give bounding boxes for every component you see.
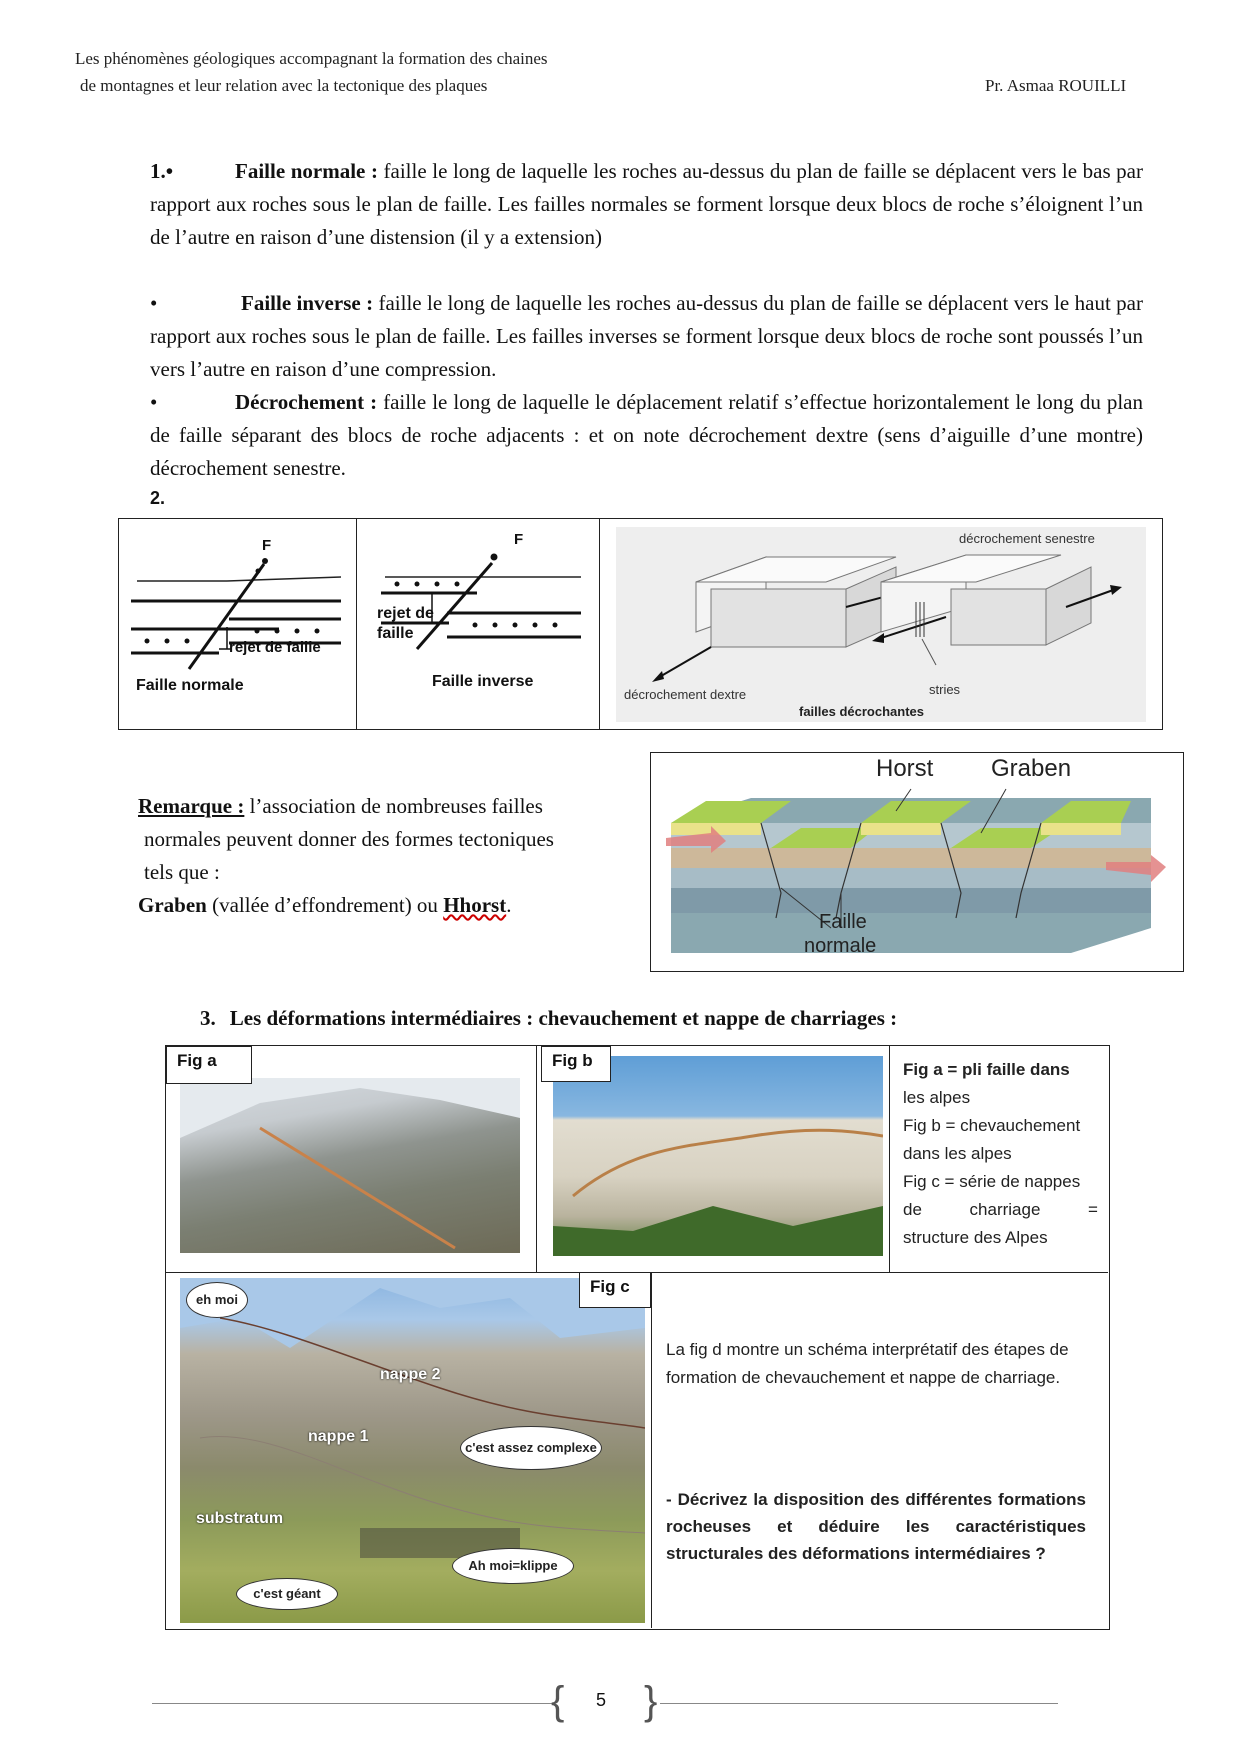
term-faille-inverse: Faille inverse : [241, 291, 374, 315]
throw-label-line1: rejet de [377, 605, 434, 622]
term-graben: Graben [138, 893, 207, 917]
fig-a-tag: Fig a [166, 1046, 252, 1084]
bubble-klippe: Ah moi=klippe [452, 1548, 574, 1584]
normal-fault-diagram [119, 519, 357, 727]
horst-graben-diagram [651, 753, 1181, 969]
paragraph-faille-inverse [150, 287, 1143, 386]
cell-divider [651, 1272, 652, 1628]
fig-b-tag: Fig b [541, 1046, 611, 1082]
remark-end: . [506, 893, 512, 917]
remark-block [138, 790, 658, 922]
section2-number: 2. [150, 488, 166, 508]
horst-graben-figure [650, 752, 1184, 972]
fig-d-description: La fig d montre un schéma interprétatif des étapes de formation de chevauchement et nappe de charriage. [666, 1340, 1069, 1387]
term-faille-normale: Faille normale : [235, 159, 378, 183]
cell-divider [889, 1046, 890, 1272]
bullet: 1.• [150, 159, 174, 183]
label-horst: Horst [876, 755, 934, 782]
header-title-line2: de montagnes et leur relation avec la tectonique des plaques [80, 76, 488, 95]
label-normale: normale [804, 935, 877, 957]
caption-word: charriage [969, 1200, 1041, 1219]
fault-diagrams-table [118, 518, 1163, 730]
paragraph-decrochement [150, 386, 1143, 485]
cell-divider [599, 519, 600, 729]
cell-divider [536, 1046, 537, 1272]
label-nappe1: nappe 1 [308, 1428, 369, 1445]
page-number: 5 [596, 1690, 607, 1710]
footer-bracket-left: { [551, 1679, 565, 1723]
footer-rule-right [660, 1703, 1058, 1704]
throw-label-line2: faille [377, 625, 414, 642]
fault-line-overlay [180, 1078, 520, 1253]
label-senestre: décrochement senestre [959, 531, 1095, 546]
definition-faille-normale: faille le long de laquelle les roches au-dessus du plan de faille se déplacent vers le bas par rapport aux roches sous le plan de faille. Les failles normales se forment lorsque deux blocs de roche s’éloignent l’un de l’autre en raison d’une distension (il y a extension) [150, 159, 1143, 249]
thrust-line-overlay [553, 1056, 883, 1256]
label-dextre: décrochement dextre [624, 687, 747, 702]
label-faille: Faille [819, 911, 867, 933]
bubble-complexe: c'est assez complexe [460, 1426, 602, 1470]
header-title-line1: Les phénomènes géologiques accompagnant la formation des chaines [75, 49, 548, 68]
throw-label: rejet de faille [229, 639, 321, 656]
section3-heading [200, 1006, 897, 1031]
reverse-fault-diagram [357, 519, 595, 727]
remark-label: Remarque : [138, 794, 245, 818]
caption-fig-a-line1: Fig a = pli faille dans [903, 1060, 1070, 1079]
remark-text3: tels que : [144, 860, 220, 884]
caption-fig-c-line1: Fig c = série de nappes [903, 1172, 1081, 1191]
bubble-geant: c'est géant [236, 1578, 338, 1610]
figure-captions [903, 1056, 1103, 1252]
caption-fig-c-line2 [903, 1196, 1098, 1224]
caption-fig-b-line1: Fig b = chevauchement [903, 1116, 1081, 1135]
label-graben: Graben [991, 755, 1072, 782]
graben-definition: (vallée d’effondrement) ou [206, 893, 444, 917]
bullet: • [150, 390, 158, 414]
remark-text1: l’association de nombreuses failles [244, 794, 543, 818]
caption-word: de [903, 1200, 922, 1219]
caption-fig-a-line2: les alpes [903, 1088, 971, 1107]
definition-decrochement: faille le long de laquelle le déplacement relatif s’effectue horizontalement le long du plan de faille séparant des blocs de roche adjacents : et on note décrochement dextre (sens d’aiguille d’une montre) décrochement senestre. [150, 390, 1143, 480]
photo-fig-b [553, 1056, 883, 1256]
term-decrochement: Décrochement : [235, 390, 378, 414]
section3-title: Les déformations intermédiaires : chevauchement et nappe de charriages : [229, 1006, 898, 1030]
paragraph-faille-normale [150, 155, 1143, 254]
definition-faille-inverse: faille le long de laquelle les roches au-dessus du plan de faille se déplacent vers le haut par rapport aux roches sous le plan de faille. Les failles inverses se forment lorsque deux blocs de roche sont poussés l’un vers l’autre en raison d’une compression. [150, 291, 1143, 381]
figures-table [165, 1045, 1110, 1630]
bullet: • [150, 291, 158, 315]
fault-f-label: F [262, 537, 272, 554]
term-horst: Hhorst [443, 893, 507, 917]
footer-bracket-right: } [644, 1679, 658, 1723]
label-substratum: substratum [196, 1510, 284, 1527]
bubble-eh-moi: eh moi [186, 1282, 248, 1318]
caption-fig-c-line3: structure des Alpes [903, 1228, 1048, 1247]
photo-fig-c [180, 1278, 645, 1623]
photo-fig-a [180, 1078, 520, 1253]
fault-f-label: F [514, 531, 524, 548]
fig-c-tag: Fig c [579, 1272, 651, 1308]
normal-fault-title: Faille normale [136, 677, 244, 694]
label-nappe2: nappe 2 [380, 1366, 441, 1383]
footer-rule-left [152, 1703, 554, 1704]
caption-word: = [1088, 1200, 1098, 1219]
reverse-fault-title: Faille inverse [432, 673, 534, 690]
label-stries: stries [929, 682, 961, 697]
remark-text2: normales peuvent donner des formes tectoniques [144, 827, 554, 851]
section3-number: 3. [200, 1006, 216, 1030]
caption-fig-b-line2: dans les alpes [903, 1144, 1012, 1163]
exercise-question: - Décrivez la disposition des différentes formations rocheuses et déduire les caractéristiques structurales des déformations intermédiaires ? [666, 1490, 1086, 1563]
strike-slip-title: failles décrochantes [799, 704, 924, 719]
header-author: Pr. Asmaa ROUILLI [985, 76, 1127, 95]
